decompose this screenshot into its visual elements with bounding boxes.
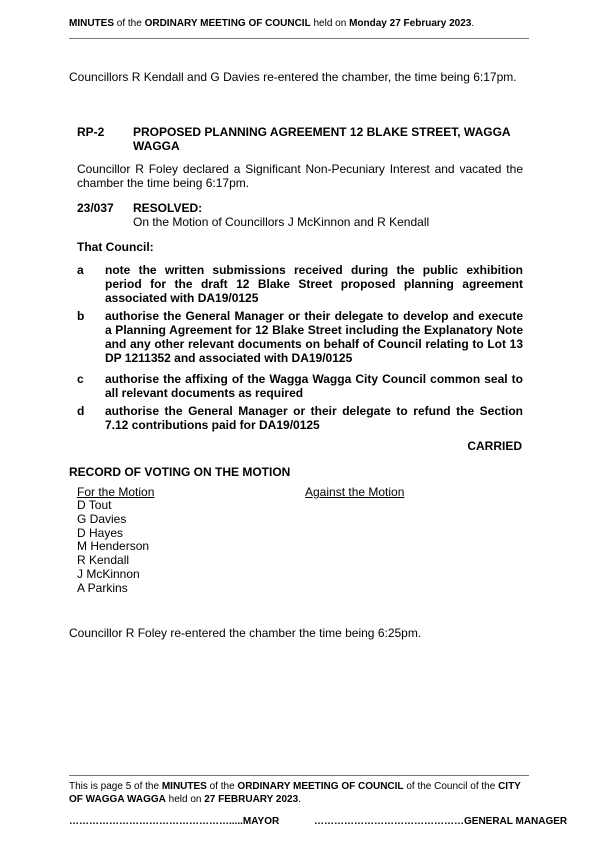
reentry-note-2: Councillor R Foley re-entered the chamber the time being 6:25pm. [69, 626, 422, 640]
footer-period: . [298, 794, 301, 805]
reentry-note-1: Councillors R Kendall and G Davies re-entered the chamber, the time being 6:17pm. [69, 70, 517, 84]
voter-name: A Parkins [77, 580, 128, 595]
resolution-number: 23/037 [77, 201, 114, 215]
for-motion-label: For the Motion [77, 485, 155, 499]
footer-of-council: of the Council of the [403, 781, 499, 792]
item-text-c: authorise the affixing of the Wagga Wagga City Council common seal to all relevant documents as required [105, 372, 523, 400]
voter-name: G Davies [77, 511, 127, 526]
footer-held-on: held on [165, 794, 205, 805]
voter-name: R Kendall [77, 553, 130, 568]
footer-minutes: MINUTES [161, 781, 207, 792]
item-text-d: authorise the General Manager or their delegate to refund the Section 7.12 contributions paid for DA19/0125 [105, 404, 523, 432]
item-text-b: authorise the General Manager or their delegate to develop and execute a Planning Agreement for 12 Blake Street including the Explanatory Note and any other relevant documents on behalf of Council relating to Lot 13 DP 1211352 and associated with DA19/0125 [105, 309, 523, 365]
item-letter-d: d [77, 404, 85, 418]
footer-date: 27 FEBRUARY 2023 [204, 794, 299, 805]
item-text-a: note the written submissions received during the public exhibition period for the draft 12 Blake Street proposed planning agreement associated with DA19/0125 [105, 263, 523, 305]
voting-heading: RECORD OF VOTING ON THE MOTION [69, 465, 291, 479]
footer-of-the: of the [206, 781, 238, 792]
resolution-label: RESOLVED: [133, 201, 203, 215]
carried-label: CARRIED [467, 439, 522, 453]
header-held-on: held on [310, 18, 350, 29]
declaration-text: Councillor R Foley declared a Significant Non-Pecuniary Interest and vacated the chamber the time being 6:17pm. [77, 162, 523, 190]
item-title-line-2: WAGGA [133, 139, 180, 153]
header-period: . [471, 18, 475, 29]
item-title [133, 125, 511, 153]
mayor-signature-line: ………………………………………….....MAYOR [69, 816, 280, 827]
voter-name: J McKinnon [77, 566, 140, 581]
footer-prefix: This is page 5 of the [69, 781, 162, 792]
header-divider [69, 38, 529, 39]
header-meeting: ORDINARY MEETING OF COUNCIL [144, 18, 311, 29]
voter-name: M Henderson [77, 539, 150, 554]
that-council: That Council: [77, 240, 154, 254]
for-motion-list [77, 499, 149, 596]
general-manager-signature-line: ………………………………………GENERAL MANAGER [314, 816, 568, 827]
header-date: Monday 27 February 2023 [349, 18, 472, 29]
voter-name: D Tout [77, 498, 112, 512]
item-title-line-1: PROPOSED PLANNING AGREEMENT 12 BLAKE STREET, WAGGA [133, 125, 511, 139]
page-header [69, 18, 474, 29]
item-number: RP-2 [77, 125, 105, 139]
voter-name: D Hayes [77, 525, 124, 540]
item-letter-c: c [77, 372, 84, 386]
header-of-the: of the [114, 18, 145, 29]
footer-meeting: ORDINARY MEETING OF COUNCIL [237, 781, 404, 792]
resolution-motion: On the Motion of Councillors J McKinnon and R Kendall [133, 215, 430, 229]
item-letter-a: a [77, 263, 84, 277]
item-letter-b: b [77, 309, 85, 323]
footer-divider [69, 775, 529, 776]
page-footer [69, 780, 529, 806]
footer-city: CITY OF WAGGA WAGGA [69, 781, 521, 805]
header-minutes: MINUTES [69, 18, 114, 29]
against-motion-label: Against the Motion [305, 485, 405, 499]
